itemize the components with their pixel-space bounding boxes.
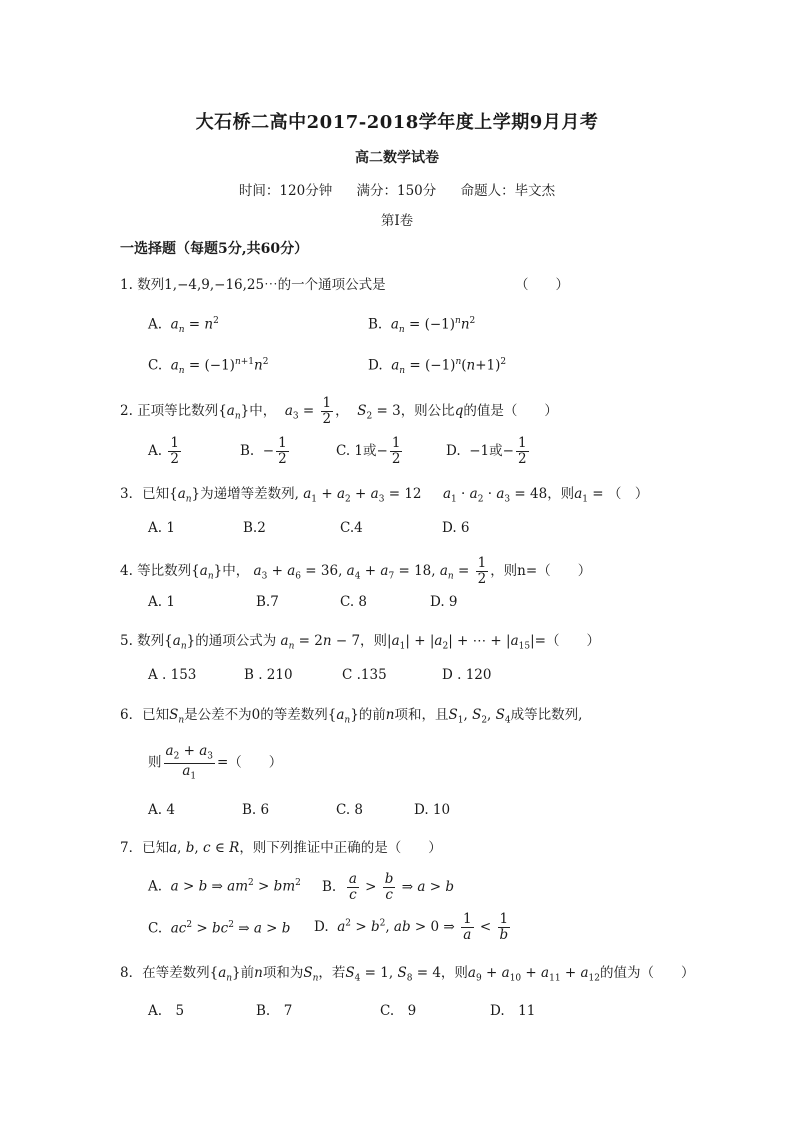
q7-option-b: B. $\frac{a}{c}$ > $\frac{b}{c}$ ⇒ a > b xyxy=(322,871,454,903)
q8-option-c: C. 9 xyxy=(380,1003,417,1019)
q8-text-2: 项和为 xyxy=(262,965,304,981)
q4-option-c: C. 8 xyxy=(340,594,368,610)
q2-b-label: B. xyxy=(240,442,255,459)
question-3: 3．已知$\{a_n\}$为递增等差数列, $a_1 + a_2 + a_3 = 12$ $a_1 \cdot a_2 \cdot a_3 = 48$，则$a_1$ = （ ） xyxy=(120,486,649,505)
q6-number: 6．已知 xyxy=(120,707,170,723)
q2-c-label: C. 1或 xyxy=(336,442,377,459)
q4-option-d: D. 9 xyxy=(430,594,458,610)
q1-number: 1. xyxy=(120,277,133,293)
q6-text-1: 是公差不为0的等差数列 xyxy=(184,707,328,723)
q5-option-b: B . 210 xyxy=(244,667,293,683)
exam-time: 时间：120分钟 xyxy=(238,183,333,199)
q6-text-4: 成等比数列, xyxy=(510,707,583,723)
q7-text-1: ，则下列推证中正确的是（ ） xyxy=(239,840,442,856)
question-2: 2. 正项等比数列$\{a_n\}$中， $a_3$ = $\frac{1}{2}$ ， $S_2 = 3$，则公比q的值是（ ） xyxy=(120,395,558,427)
q4-text-1: 中， xyxy=(222,562,250,579)
exam-subtitle: 高二数学试卷 xyxy=(355,150,439,166)
q3-number: 3．已知 xyxy=(120,486,170,502)
q5-text-1: 的通项公式为 xyxy=(195,633,277,649)
q2-frac: $\frac{1}{2}$ xyxy=(322,395,332,427)
q7-option-d: D. $a^2 > b^2$, ab > 0 ⇒ $\frac{1}{a}$ < $\frac{1}{b}$ xyxy=(314,911,509,943)
q7-a-label: A. xyxy=(148,878,163,895)
q1-option-a: A. $a_n = n^2$ xyxy=(148,316,219,336)
q6-text-3: 项和，且 xyxy=(394,707,449,723)
q5-option-c: C .135 xyxy=(342,667,387,683)
exam-title: 大石桥二高中2017-2018学年度上学期9月月考 xyxy=(195,112,599,133)
q5-option-a: A . 153 xyxy=(148,667,197,683)
q4-text-2: ，则n=（ ） xyxy=(490,562,592,579)
exam-score: 满分：150分 xyxy=(356,183,437,199)
q8-text-3: ，若 xyxy=(318,965,346,981)
q1-d-label: D. xyxy=(368,357,383,374)
q8-option-d: D. 11 xyxy=(490,1003,536,1019)
q3-answer-blank: （ ） xyxy=(607,486,649,502)
q4-number: 4. 等比数列 xyxy=(120,562,192,579)
q2-d-text: −1或 xyxy=(469,442,503,459)
q8-text-5: 的值为（ ） xyxy=(599,965,695,981)
q5-text-3: =（ ） xyxy=(534,633,600,649)
question-7: 7．已知a, b, c ∈ R，则下列推证中正确的是（ ） xyxy=(120,840,442,856)
q7-b-label: B. xyxy=(322,878,337,895)
q2-number: 2. xyxy=(120,402,133,419)
q3-option-a: A. 1 xyxy=(148,520,175,536)
q3-text-1: 为递增等差数列, xyxy=(200,486,299,502)
question-4: 4. 等比数列$\{a_n\}$中， $a_3 + a_6 = 36$, $a_4 + a_7 = 18$, $a_n$ = $\frac{1}{2}$ ，则n=（ ） xyxy=(120,555,592,587)
q2-text-5: 的值是（ ） xyxy=(463,402,558,419)
q1-option-c: C. $a_n = (-1)^{n+1}n^2$ xyxy=(148,357,269,377)
q6-option-a: A. 4 xyxy=(148,802,175,818)
q2-text-4: ，则公比 xyxy=(400,402,455,419)
q1-b-label: B. xyxy=(368,316,383,333)
q8-text-1: 前 xyxy=(240,965,255,981)
q8-option-b: B. 7 xyxy=(256,1003,293,1019)
q1-c-label: C. xyxy=(148,357,163,374)
q8-number: 8．在等差数列 xyxy=(120,965,210,981)
exam-author: 命题人：毕文杰 xyxy=(460,183,556,199)
volume-label: 第Ⅰ卷 xyxy=(380,213,414,229)
q6-stem-line-2 xyxy=(148,744,282,782)
q1-option-d: D. $a_n = (-1)^n(n+1)^2$ xyxy=(368,357,507,377)
q6-text-6: =（ ） xyxy=(217,754,283,771)
q3-option-c: C.4 xyxy=(340,520,363,536)
q8-option-a: A. 5 xyxy=(148,1003,185,1019)
q1-stem: 数列1,−4,9,−16,25⋯的一个通项公式是 xyxy=(137,277,386,293)
q3-text-2: ，则 xyxy=(547,486,575,502)
q4-option-b: B.7 xyxy=(256,594,279,610)
q6-option-d: D. 10 xyxy=(414,802,451,818)
q7-c-label: C. xyxy=(148,920,163,937)
q5-option-d: D . 120 xyxy=(442,667,492,683)
q2-a-label: A. xyxy=(148,442,163,459)
q1-option-b: B. $a_n = (-1)^nn^2$ xyxy=(368,316,476,336)
q2-option-c: C. 1或− $\frac{1}{2}$ xyxy=(336,435,401,467)
q6-text-5: 则 xyxy=(148,754,162,771)
q2-text-3: ， xyxy=(335,402,349,419)
q7-d-label: D. xyxy=(314,918,329,935)
q2-option-a: A. $\frac{1}{2}$ xyxy=(148,435,179,467)
question-5: 5. 数列$\{a_n\}$的通项公式为 $a_n = 2n - 7$，则$|a_1| + |a_2|$ + ⋯ + $|a_{15}|=$（ ） xyxy=(120,633,600,652)
q2-text-2: 中， xyxy=(249,402,277,419)
q8-text-4: ，则 xyxy=(440,965,468,981)
q3-option-d: D. 6 xyxy=(442,520,470,536)
question-6: 6．已知$S_n$是公差不为0的等差数列$\{a_n\}$的前n项和，且$S_1$, $S_2$, $S_4$成等比数列, xyxy=(120,707,583,726)
q7-number: 7．已知 xyxy=(120,840,170,856)
q2-text-1: 正项等比数列 xyxy=(137,402,219,419)
q6-option-b: B. 6 xyxy=(242,802,270,818)
question-8: 8．在等差数列$\{a_n\}$前n项和为$S_n$，若$S_4 = 1$, $S_8 = 4$，则$a_9 + a_{10} + a_{11} + a_{12}$的值为（ ） xyxy=(120,965,695,984)
q2-option-d: D. −1或− $\frac{1}{2}$ xyxy=(446,435,527,467)
q4-option-a: A. 1 xyxy=(148,594,175,610)
q6-text-2: 的前 xyxy=(358,707,386,723)
q7-option-a: A. a > b ⇒ $am^2 > bm^2$ xyxy=(148,878,301,895)
q6-fraction: $\frac{a_2 + a_3}{a_1}$ xyxy=(165,743,213,782)
exam-meta xyxy=(0,179,794,199)
q5-number: 5. 数列 xyxy=(120,633,165,649)
q1-answer-blank: （ ） xyxy=(515,277,569,293)
q7-option-c: C. $ac^2 > bc^2$ ⇒ a > b xyxy=(148,920,291,937)
q5-text-2: ，则 xyxy=(360,633,388,649)
q2-d-label: D. xyxy=(446,442,461,459)
q3-option-b: B.2 xyxy=(243,520,266,536)
q1-a-label: A. xyxy=(148,316,163,333)
question-1 xyxy=(120,273,569,293)
section-heading: 一选择题（每题5分,共60分） xyxy=(120,241,309,257)
q2-option-b: B. − $\frac{1}{2}$ xyxy=(240,435,287,467)
q6-option-c: C. 8 xyxy=(336,802,364,818)
